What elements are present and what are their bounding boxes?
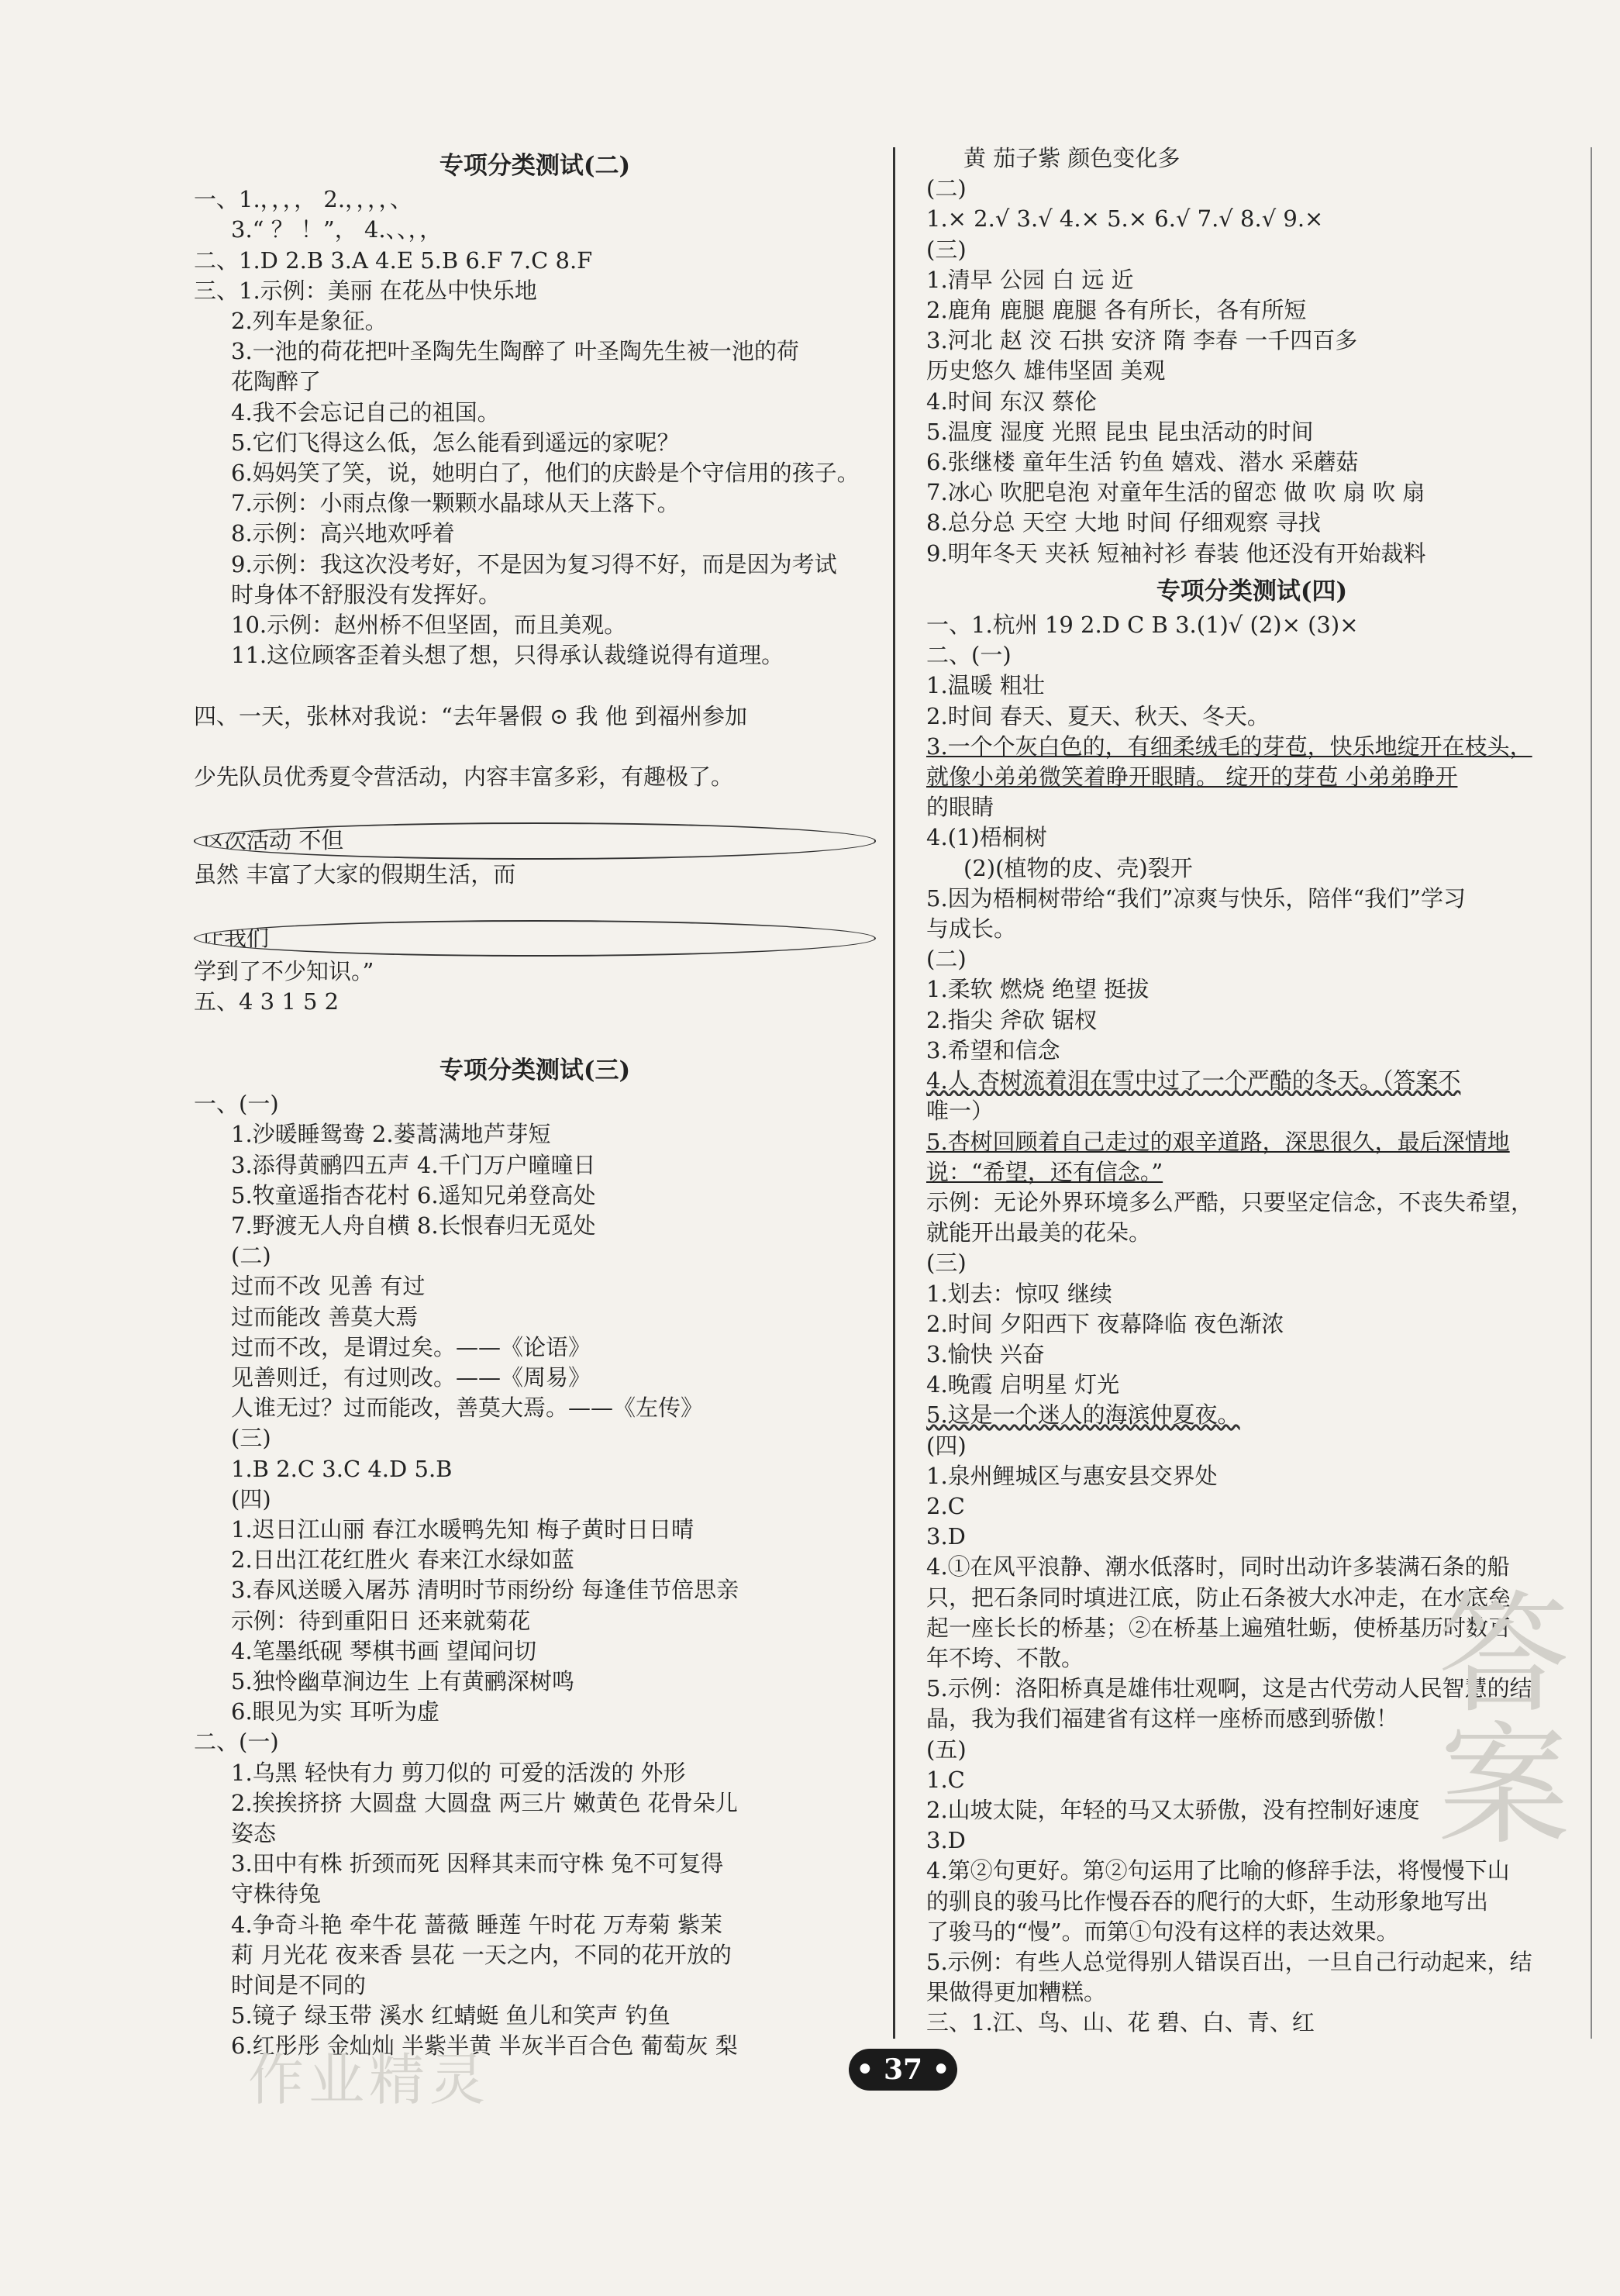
answer-line: 果做得更加糟糕。 [926, 1979, 1107, 2006]
answer-line: 5.温度 湿度 光照 昆虫 昆虫活动的时间 [926, 418, 1314, 445]
answer-line: 4.晚霞 启明星 灯光 [926, 1371, 1120, 1398]
answer-line: 1.清早 公园 白 远 近 [926, 266, 1134, 293]
answer-line: 示例：待到重阳日 还来就菊花 [231, 1607, 531, 1634]
answer-line: 1.柔软 燃烧 绝望 挺拔 [926, 976, 1150, 1003]
answer-line: 9.示例：我这次没考好，不是因为复习得不好，而是因为考试 [231, 550, 837, 577]
answer-line: 二、(一) [194, 1729, 279, 1756]
answer-line: 这次活动 不但 [194, 822, 876, 859]
answer-line: 的眼睛 [926, 794, 994, 821]
answer-line: 莉 月光花 夜来香 昙花 一天之内，不同的花开放的 [231, 1941, 732, 1968]
answer-line: 8.总分总 天空 大地 时间 仔细观察 寻找 [926, 509, 1321, 536]
answer-line: 唯一） [926, 1098, 994, 1125]
answer-line: 一、(一) [194, 1091, 279, 1118]
answer-line: 3.愉快 兴奋 [926, 1340, 1045, 1367]
answer-line: 1.泉州鲤城区与惠安县交界处 [926, 1462, 1218, 1489]
answer-line: 8.示例：高兴地欢呼着 [231, 520, 455, 547]
answer-line: 6.眼见为实 耳听为虚 [231, 1698, 439, 1725]
answer-line: 5.这是一个迷人的海滨仲夏夜。 [926, 1401, 1240, 1429]
answer-line: 晶，我为我们福建省有这样一座桥而感到骄傲！ [926, 1705, 1399, 1732]
answer-line: 5.因为梧桐树带给“我们”凉爽与快乐，陪伴“我们”学习 [926, 884, 1466, 912]
answer-line [194, 1018, 876, 1048]
answer-line: 4.人 杏树流着泪在雪中过了一个严酷的冬天。（答案不 [926, 1067, 1461, 1095]
answer-line: 3.一池的荷花把叶圣陶先生陶醉了 叶圣陶先生被一池的荷 [231, 338, 799, 365]
answer-line: 学到了不少知识。” [194, 958, 374, 985]
answer-line: 3.D [926, 1827, 966, 1854]
answer-line [194, 671, 876, 701]
answer-line: 7.冰心 吹肥皂泡 对童年生活的留恋 做 吹 扇 吹 扇 [926, 479, 1425, 506]
answer-line: (五) [926, 1736, 967, 1763]
answer-line: 黄 茄子紫 颜色变化多 [963, 145, 1181, 171]
answer-line: 3.一个个灰白色的，有细柔绒毛的芽苞，快乐地绽开在枝头， [926, 733, 1532, 760]
answer-line: 二、(一) [926, 642, 1012, 669]
answer-line: 就像小弟弟微笑着睁开眼睛。 绽开的芽苞 小弟弟睁开 [926, 764, 1458, 791]
answer-line: 2.时间 夕阳西下 夜幕降临 夜色渐浓 [926, 1310, 1284, 1337]
answer-line: 三、1.示例：美丽 在花丛中快乐地 [194, 277, 537, 304]
answer-line: 1.× 2.√ 3.√ 4.× 5.× 6.√ 7.√ 8.√ 9.× [926, 205, 1324, 233]
section-title: 专项分类测试(三) [439, 1056, 631, 1084]
answer-line: 4.争奇斗艳 牵牛花 蔷薇 睡莲 午时花 万寿菊 紫茉 [231, 1911, 722, 1938]
answer-line: 5.杏树回顾着自己走过的艰辛道路，深思很久，最后深情地 [926, 1128, 1510, 1155]
answer-line: (三) [926, 1250, 967, 1277]
answer-line: 5.示例：有些人总觉得别人错误百出，一旦自己行动起来，结 [926, 1948, 1532, 1975]
answer-line: 4.(1)梧桐树 [926, 824, 1047, 851]
answer-line: 与成长。 [926, 915, 1017, 943]
answer-line: 人谁无过？过而能改，善莫大焉。——《左传》 [231, 1394, 704, 1422]
answer-line: 1.C [926, 1766, 965, 1793]
answer-line: 3.河北 赵 洨 石拱 安济 隋 李春 一千四百多 [926, 327, 1358, 354]
answer-line: 3.“ ？ ！”， 4.、、，， [231, 216, 443, 243]
answer-line: 3.春风送暖入屠苏 清明时节雨纷纷 每逢佳节倍思亲 [231, 1577, 739, 1604]
answer-line: 5.牧童遥指杏花村 6.遥知兄弟登高处 [231, 1181, 596, 1208]
answer-line: (四) [231, 1485, 271, 1512]
answer-line: 6.张继楼 童年生活 钓鱼 嬉戏、潜水 采蘑菇 [926, 449, 1359, 476]
answer-line: 过而不改 见善 有过 [231, 1273, 426, 1300]
answer-line: 1.乌黑 轻快有力 剪刀似的 可爱的活泼的 外形 [231, 1759, 686, 1786]
answer-line [194, 792, 876, 822]
answer-line: 4.笔墨纸砚 琴棋书画 望闻问切 [231, 1637, 537, 1664]
answer-line: 4.我不会忘记自己的祖国。 [231, 398, 500, 426]
answer-line: 5.示例：洛阳桥真是雄伟壮观啊，这是古代劳动人民智慧的结 [926, 1675, 1532, 1702]
answer-line: 说：“希望，还有信念。” [926, 1158, 1163, 1185]
answer-line: 守株待兔 [231, 1881, 322, 1908]
answer-line: (三) [231, 1425, 271, 1452]
answer-line: (二) [926, 175, 967, 202]
answer-line: (二) [926, 946, 967, 973]
page-number: • 37 • [849, 2049, 957, 2091]
answer-line: 1.迟日江山丽 春江水暖鸭先知 梅子黄时日日晴 [231, 1515, 695, 1543]
answer-line: 3.添得黄鹂四五声 4.千门万户曈曈日 [231, 1151, 596, 1178]
watermark: 作业精灵 [248, 2047, 491, 2112]
section-title: 专项分类测试(二) [439, 152, 631, 180]
answer-line: 1.沙暖睡鸳鸯 2.蒌蒿满地芦芽短 [231, 1121, 551, 1148]
answer-line: 5.独怜幽草涧边生 上有黄鹂深树鸣 [231, 1667, 574, 1694]
answer-line: 4.第②句更好。第②句运用了比喻的修辞手法，将慢慢下山 [926, 1857, 1510, 1884]
answer-line: 2.挨挨挤挤 大圆盘 大圆盘 两三片 嫩黄色 花骨朵儿 [231, 1789, 738, 1816]
answer-line: 时身体不舒服没有发挥好。 [231, 581, 502, 608]
answer-line: 4.①在风平浪静、潮水低落时，同时出动许多装满石条的船 [926, 1553, 1510, 1581]
answer-line: 4.时间 东汉 蔡伦 [926, 388, 1098, 415]
side-watermark: 答案 [1438, 1578, 1570, 1863]
answer-line: 过而不改，是谓过矣。——《论语》 [231, 1333, 591, 1360]
answer-line: 2.鹿角 鹿腿 鹿腿 各有所长，各有所短 [926, 297, 1307, 324]
answer-line: 过而能改 善莫大焉 [231, 1303, 419, 1330]
answer-line: 起一座长长的桥基；②在桥基上遍殖牡蛎，使桥基历时数百 [926, 1614, 1511, 1641]
answer-line: 3.希望和信念 [926, 1036, 1060, 1064]
answer-line: 2.C [926, 1492, 965, 1519]
answer-line: 的驯良的骏马比作慢吞吞的爬行的大虾，生动形象地写出 [926, 1887, 1489, 1915]
answer-line: 2.列车是象征。 [231, 308, 388, 335]
answer-line: 示例：无论外界环境多么严酷，只要坚定信念，不丧失希望， [926, 1188, 1534, 1215]
left-column [194, 143, 876, 2062]
answer-line: 虽然 丰富了大家的假期生活，而 [194, 860, 516, 888]
answer-line: 1.划去：惊叹 继续 [926, 1280, 1112, 1307]
answer-line: 花陶醉了 [231, 368, 322, 395]
answer-line: 5.镜子 绿玉带 溪水 红蜻蜓 鱼儿和笑声 钓鱼 [231, 2002, 670, 2029]
answer-line: 7.野渡无人舟自横 8.长恨春归无觅处 [231, 1212, 596, 1239]
section-title: 专项分类测试(四) [1156, 577, 1348, 605]
answer-line: 3.田中有株 折颈而死 因释其耒而守株 兔不可复得 [231, 1850, 724, 1877]
answer-line: 2.时间 春天、夏天、秋天、冬天。 [926, 702, 1270, 729]
answer-line: 一、1.，，，， 2.，，，，、 [194, 186, 413, 213]
answer-line: 了骏马的“慢”。而第①句没有这样的表达效果。 [926, 1918, 1399, 1945]
answer-line: 三、1.江、鸟、山、花 碧、白、青、红 [926, 2009, 1315, 2036]
column-divider [893, 147, 895, 2039]
answer-line: 年不垮、不散。 [926, 1644, 1084, 1671]
answer-line: 10.示例：赵州桥不但坚固，而且美观。 [231, 612, 627, 639]
answer-line: 7.示例：小雨点像一颗颗水晶球从天上落下。 [231, 490, 680, 517]
answer-line: 四、一天，张林对我说：“去年暑假 ⊙ 我 他 到福州参加 [194, 702, 747, 729]
answer-line [194, 890, 876, 920]
answer-line: 5.它们飞得这么低，怎么能看到遥远的家呢？ [231, 429, 680, 456]
answer-line: (四) [926, 1432, 967, 1459]
answer-line: 只，把石条同时填进江底，防止石条被大水冲走，在水底垒 [926, 1584, 1511, 1611]
answer-line: 五、4 3 1 5 2 [194, 988, 340, 1015]
answer-line: (三) [926, 236, 967, 263]
answer-line: 二、1.D 2.B 3.A 4.E 5.B 6.F 7.C 8.F [194, 246, 593, 274]
answer-line: 6.红彤彤 金灿灿 半紫半黄 半灰半百合色 葡萄灰 梨 [231, 2032, 738, 2060]
answer-line: 2.山坡太陡，年轻的马又太骄傲，没有控制好速度 [926, 1796, 1420, 1823]
answer-line: 1.B 2.C 3.C 4.D 5.B [231, 1455, 453, 1482]
answer-line: 姿态 [231, 1819, 277, 1846]
answer-line: 3.D [926, 1523, 966, 1550]
answer-line: 历史悠久 雄伟坚固 美观 [926, 357, 1166, 384]
answer-line: 见善则迁，有过则改。——《周易》 [231, 1363, 591, 1391]
answer-line: 1.温暖 粗壮 [926, 672, 1045, 699]
answer-line [194, 732, 876, 762]
answer-line: 9.明年冬天 夹袄 短袖衬衫 春装 他还没有开始裁料 [926, 540, 1426, 567]
answer-line: 少先队员优秀夏令营活动，内容丰富多彩，有趣极了。 [194, 764, 734, 791]
answer-line: 2.指尖 斧砍 锯杈 [926, 1006, 1098, 1033]
answer-line: (2)(植物的皮、壳)裂开 [963, 854, 1193, 881]
answer-line: 一、1.杭州 19 2.D C B 3.(1)√ (2)× (3)× [926, 612, 1359, 639]
answer-line: 时间是不同的 [231, 1971, 367, 1998]
answer-line: 让我们 [194, 920, 876, 957]
answer-line: 6.妈妈笑了笑，说，她明白了，他们的庆龄是个守信用的孩子。 [231, 460, 860, 487]
answer-line: 就能开出最美的花朵。 [926, 1219, 1152, 1246]
answer-line: (二) [231, 1243, 271, 1270]
answer-line: 11.这位顾客歪着头想了想，只得承认裁缝说得有道理。 [231, 642, 784, 669]
answer-line: 2.日出江花红胜火 春来江水绿如蓝 [231, 1546, 574, 1574]
